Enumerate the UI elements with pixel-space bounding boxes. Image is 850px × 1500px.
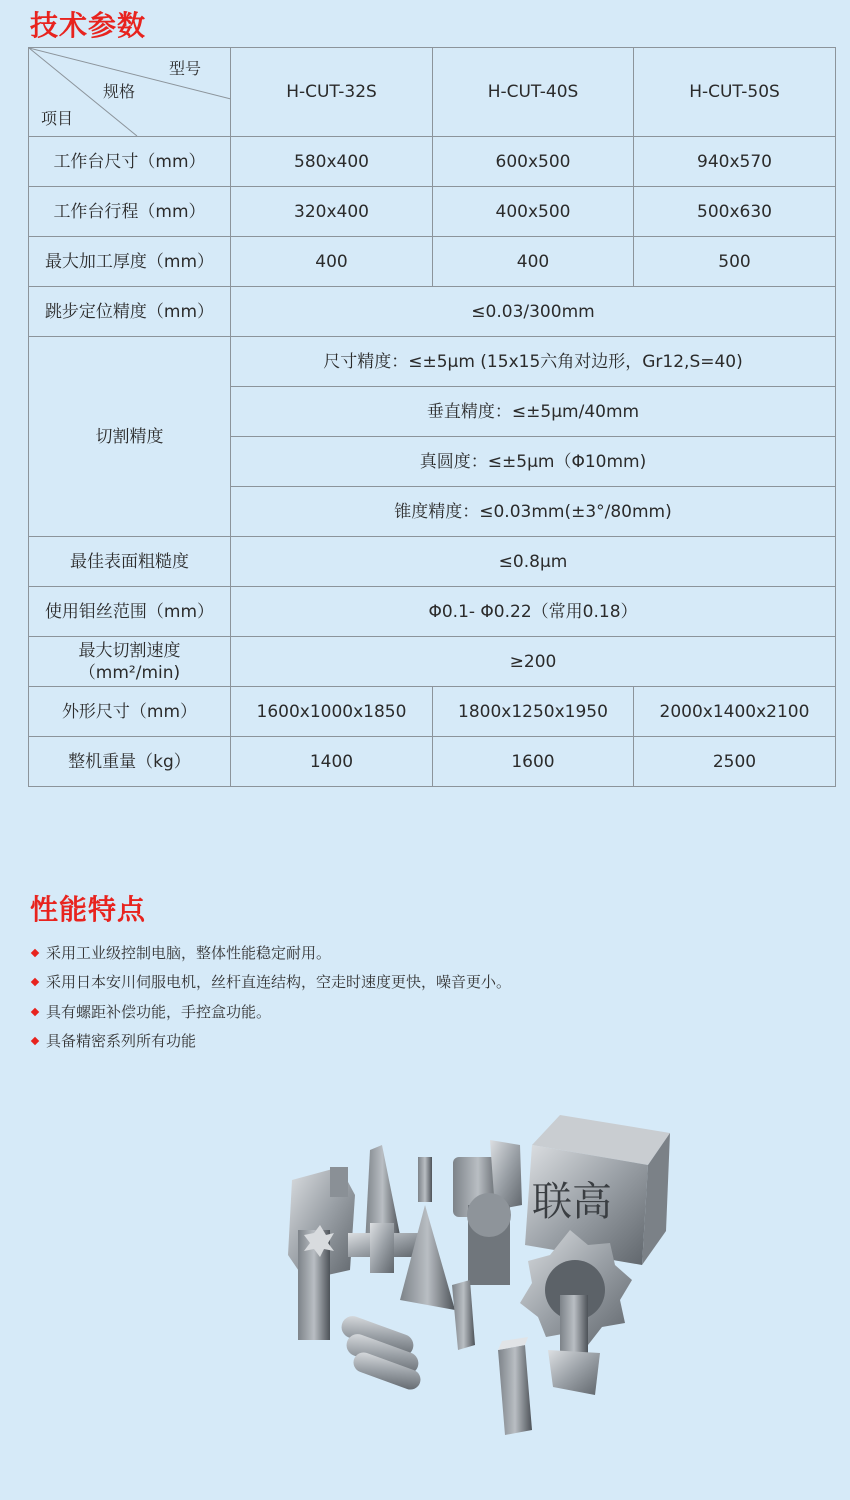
table-row: [29, 587, 836, 637]
table-cell: 400: [433, 237, 634, 287]
cylinder-cluster-part: [338, 1313, 423, 1392]
spec-section-title: 技术参数: [30, 9, 147, 42]
max-speed-label-line2: （mm²/min): [78, 662, 181, 683]
table-cell: ≤0.8μm: [231, 537, 836, 587]
bullet-diamond-icon: [31, 1037, 39, 1045]
row-label: 切割精度: [29, 337, 231, 537]
cube-engraving: 联高: [532, 1179, 612, 1225]
corner-item-label: 项目: [41, 109, 74, 128]
feature-text: 具有螺距补偿功能，手控盒功能。: [46, 1002, 272, 1021]
max-speed-label-line1: 最大切割速度: [78, 640, 181, 661]
table-cell: 1400: [231, 737, 433, 787]
table-cell: 580x400: [231, 137, 433, 187]
corner-model-label: 型号: [169, 59, 202, 78]
table-cell: ≤0.03/300mm: [231, 287, 836, 337]
feature-text: 采用日本安川伺服电机，丝杆直连结构，空走时速度更快，噪音更小。: [46, 973, 512, 992]
features-section-title: 性能特点: [30, 893, 147, 926]
table-row: [29, 637, 836, 687]
table-cell: 500: [634, 237, 836, 287]
spec-table: [28, 47, 836, 787]
bullet-diamond-icon: [31, 949, 39, 957]
table-cell: 1800x1250x1950: [433, 687, 634, 737]
row-label: 工作台行程（mm）: [29, 187, 231, 237]
bullet-diamond-icon: [31, 1008, 39, 1016]
pin-part: [418, 1157, 432, 1202]
table-cell: ≥200: [231, 637, 836, 687]
table-row: [29, 337, 836, 387]
row-label: 整机重量（kg）: [29, 737, 231, 787]
model-header: H-CUT-50S: [634, 48, 836, 137]
table-row: [29, 287, 836, 337]
spec-header-row: [29, 48, 836, 137]
machined-parts-image: [270, 1105, 690, 1445]
bar-part: [452, 1280, 475, 1350]
header-corner-cell: [29, 48, 231, 137]
cube-part: [525, 1115, 670, 1265]
table-cell: 600x500: [433, 137, 634, 187]
table-cell: 940x570: [634, 137, 836, 187]
row-label: 使用钼丝范围（mm）: [29, 587, 231, 637]
table-cell: 1600x1000x1850: [231, 687, 433, 737]
feature-text: 采用工业级控制电脑，整体性能稳定耐用。: [46, 943, 332, 962]
cut-accuracy-vertical: 垂直精度：≤±5μm/40mm: [231, 387, 836, 437]
row-label: 最大加工厚度（mm）: [29, 237, 231, 287]
cut-accuracy-size: 尺寸精度：≤±5μm (15x15六角对边形，Gr12,S=40): [231, 337, 836, 387]
model-header: H-CUT-40S: [433, 48, 634, 137]
table-cell: Φ0.1- Φ0.22（常用0.18）: [231, 587, 836, 637]
model-header: H-CUT-32S: [231, 48, 433, 137]
feature-text: 具备精密系列所有功能: [46, 1032, 197, 1051]
table-cell: 1600: [433, 737, 634, 787]
list-item: [30, 938, 511, 968]
row-label: 最佳表面粗糙度: [29, 537, 231, 587]
cut-accuracy-roundness: 真圆度：≤±5μm（Φ10mm): [231, 437, 836, 487]
table-cell: 2000x1400x2100: [634, 687, 836, 737]
pyramid-part: [400, 1205, 455, 1310]
bullet-diamond-icon: [31, 978, 39, 986]
row-label: 跳步定位精度（mm）: [29, 287, 231, 337]
table-row: [29, 137, 836, 187]
square-bar-part: [498, 1345, 532, 1435]
table-row: [29, 537, 836, 587]
cut-accuracy-taper: 锥度精度：≤0.03mm(±3°/80mm): [231, 487, 836, 537]
row-label: [29, 637, 231, 687]
table-row: [29, 187, 836, 237]
row-label: 工作台尺寸（mm）: [29, 137, 231, 187]
table-cell: 500x630: [634, 187, 836, 237]
list-item: [30, 997, 511, 1027]
table-cell: 400x500: [433, 187, 634, 237]
table-cell: 2500: [634, 737, 836, 787]
table-row: [29, 237, 836, 287]
list-item: [30, 1027, 511, 1057]
list-item: [30, 968, 511, 998]
block-stub: [330, 1167, 348, 1197]
table-cell: 320x400: [231, 187, 433, 237]
row-label: 外形尺寸（mm）: [29, 687, 231, 737]
corner-spec-label: 规格: [103, 82, 136, 101]
table-row: [29, 737, 836, 787]
table-row: [29, 687, 836, 737]
table-cell: 400: [231, 237, 433, 287]
features-list: [30, 938, 511, 1056]
